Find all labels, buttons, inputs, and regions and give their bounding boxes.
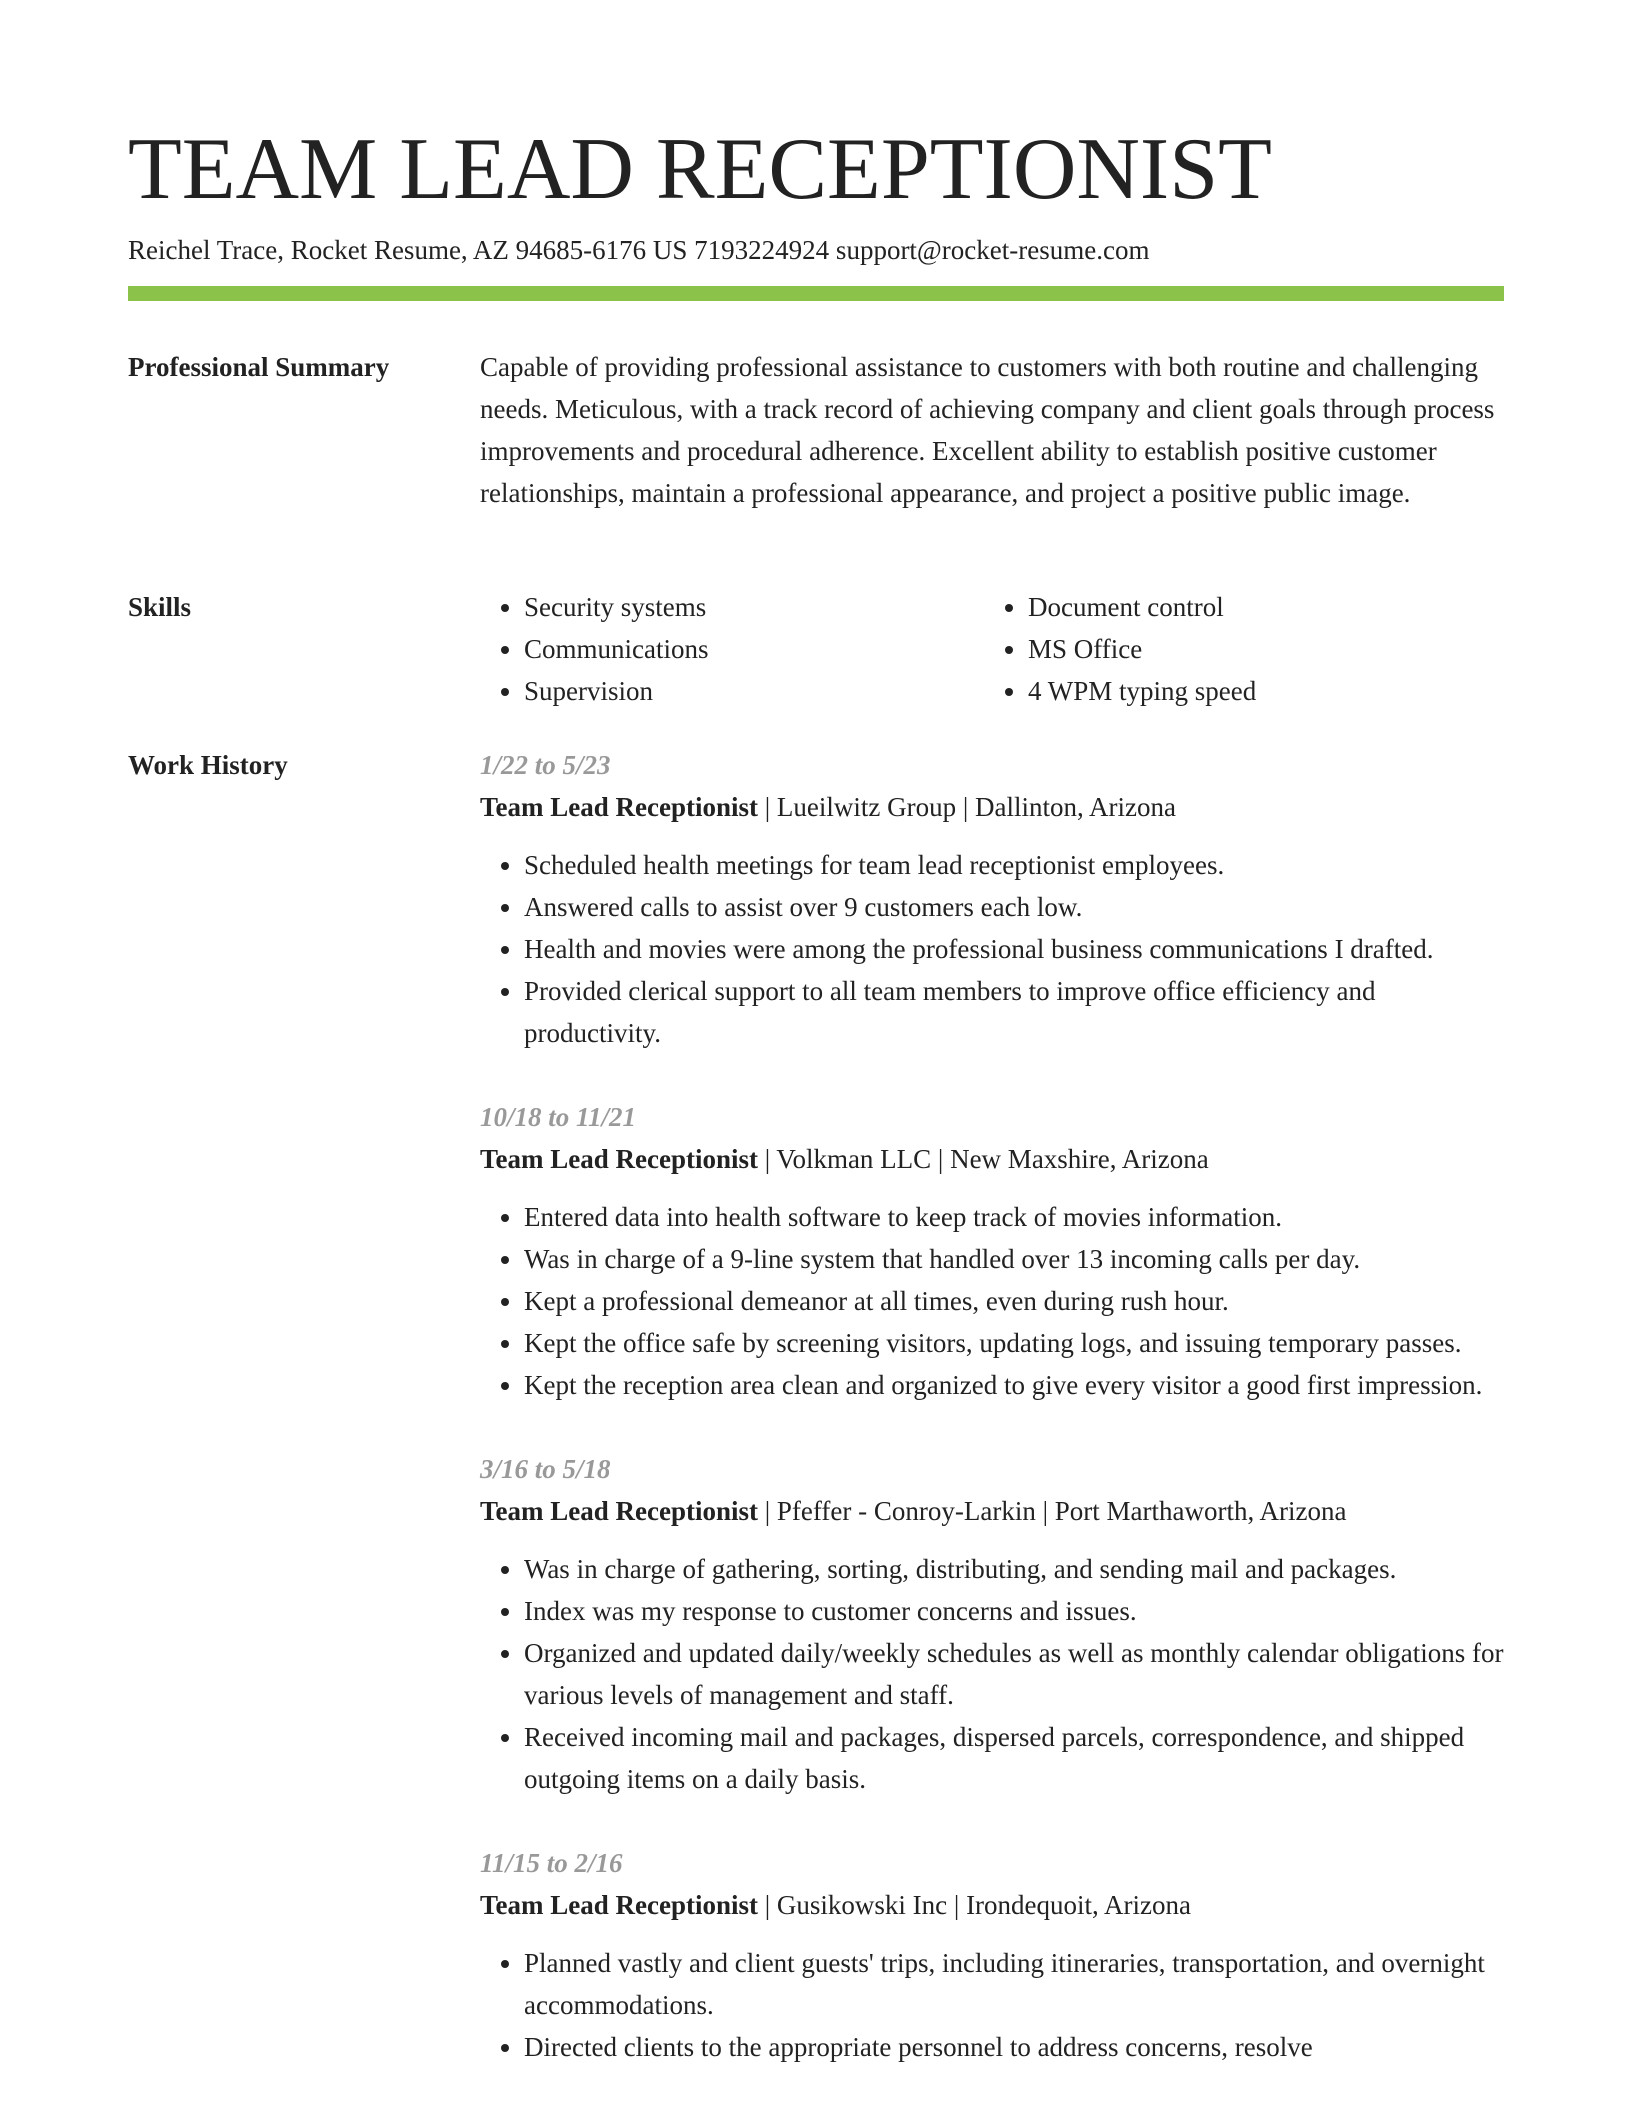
job-bullets — [480, 844, 1504, 1054]
job-title: Team Lead Receptionist — [480, 1890, 758, 1920]
skills-label: Skills — [128, 592, 192, 622]
job-heading — [480, 1138, 1504, 1180]
job-bullet: • Kept the office safe by screening visitors, updating logs, and issuing temporary passes. — [524, 1322, 1504, 1364]
job-location: Port Marthaworth, Arizona — [1054, 1496, 1347, 1526]
skill-item: • Supervision — [524, 670, 984, 712]
job-title: Team Lead Receptionist — [480, 1496, 758, 1526]
job-bullet: • Provided clerical support to all team members to improve office efficiency and productivity. — [524, 970, 1504, 1054]
job-bullet: • Answered calls to assist over 9 customers each low. — [524, 886, 1504, 928]
summary-text: Capable of providing professional assistance to customers with both routine and challenging needs. Meticulous, with a track record of achieving company and client goals through process improvements and procedural adherence. Excellent ability to establish positive customer relationships, maintain a professional appearance, and project a positive public image. — [480, 352, 1495, 508]
job-bullet: • Scheduled health meetings for team lead receptionist employees. — [524, 844, 1504, 886]
job-heading — [480, 786, 1504, 828]
job-dates: 11/15 to 2/16 — [480, 1848, 623, 1878]
skills-column-2 — [984, 586, 1488, 712]
job-bullet: • Was in charge of gathering, sorting, distributing, and sending mail and packages. — [524, 1548, 1504, 1590]
job-heading — [480, 1490, 1504, 1532]
job-separator: | — [956, 792, 976, 822]
job-bullet: • Directed clients to the appropriate personnel to address concerns, resolve — [524, 2026, 1504, 2068]
job-bullet: • Planned vastly and client guests' trips, including itineraries, transportation, and overnight accommodations. — [524, 1942, 1504, 2026]
job-title: Team Lead Receptionist — [480, 1144, 758, 1174]
job-bullets — [480, 1548, 1504, 1800]
job-bullet: • Organized and updated daily/weekly schedules as well as monthly calendar obligations for various levels of management and staff. — [524, 1632, 1504, 1716]
job-separator: | — [947, 1890, 967, 1920]
job-bullet: • Health and movies were among the professional business communications I drafted. — [524, 928, 1504, 970]
skills-column-1 — [480, 586, 984, 712]
job-bullets — [480, 1942, 1504, 2068]
resume-title: TEAM LEAD RECEPTIONIST — [128, 121, 1272, 218]
skill-item: • Security systems — [524, 586, 984, 628]
job-bullets — [480, 1196, 1504, 1406]
job-bullet: • Was in charge of a 9-line system that handled over 13 incoming calls per day. — [524, 1238, 1504, 1280]
job-entry — [480, 744, 1504, 1054]
job-location: Irondequoit, Arizona — [966, 1890, 1192, 1920]
job-location: New Maxshire, Arizona — [950, 1144, 1209, 1174]
job-separator: | — [758, 1144, 777, 1174]
job-heading — [480, 1884, 1504, 1926]
skills-list-2 — [984, 586, 1488, 712]
contact-info: Reichel Trace, Rocket Resume, AZ 94685-6176 US 7193224924 support@rocket-resume.com — [128, 235, 1150, 265]
work-history-label: Work History — [128, 750, 288, 780]
skill-item: • 4 WPM typing speed — [1028, 670, 1488, 712]
job-bullet: • Index was my response to customer concerns and issues. — [524, 1590, 1504, 1632]
job-company: Pfeffer - Conroy-Larkin — [776, 1496, 1036, 1526]
job-separator: | — [758, 1496, 777, 1526]
skill-item: • MS Office — [1028, 628, 1488, 670]
job-separator: | — [758, 1890, 777, 1920]
job-company: Volkman LLC — [776, 1144, 932, 1174]
summary-label: Professional Summary — [128, 352, 390, 382]
job-bullet: • Kept the reception area clean and organized to give every visitor a good first impression. — [524, 1364, 1504, 1406]
skill-item: • Communications — [524, 628, 984, 670]
skills-list-1 — [480, 586, 984, 712]
summary-body — [480, 346, 1504, 514]
work-history-body — [480, 744, 1504, 2110]
job-entry — [480, 1448, 1504, 1800]
job-entry — [480, 1096, 1504, 1406]
job-dates: 1/22 to 5/23 — [480, 750, 611, 780]
job-dates: 10/18 to 11/21 — [480, 1102, 637, 1132]
job-bullet: • Kept a professional demeanor at all times, even during rush hour. — [524, 1280, 1504, 1322]
job-separator: | — [1035, 1496, 1055, 1526]
job-dates: 3/16 to 5/18 — [480, 1454, 611, 1484]
skill-item: • Document control — [1028, 586, 1488, 628]
job-entry — [480, 1842, 1504, 2068]
accent-divider — [128, 286, 1504, 301]
job-company: Gusikowski Inc — [776, 1890, 948, 1920]
job-location: Dallinton, Arizona — [975, 792, 1176, 822]
skills-body — [480, 586, 1504, 712]
job-separator: | — [931, 1144, 951, 1174]
job-bullet: • Entered data into health software to keep track of movies information. — [524, 1196, 1504, 1238]
job-company: Lueilwitz Group — [776, 792, 957, 822]
job-title: Team Lead Receptionist — [480, 792, 758, 822]
job-bullet: • Received incoming mail and packages, dispersed parcels, correspondence, and shipped outgoing items on a daily basis. — [524, 1716, 1504, 1800]
job-separator: | — [758, 792, 777, 822]
